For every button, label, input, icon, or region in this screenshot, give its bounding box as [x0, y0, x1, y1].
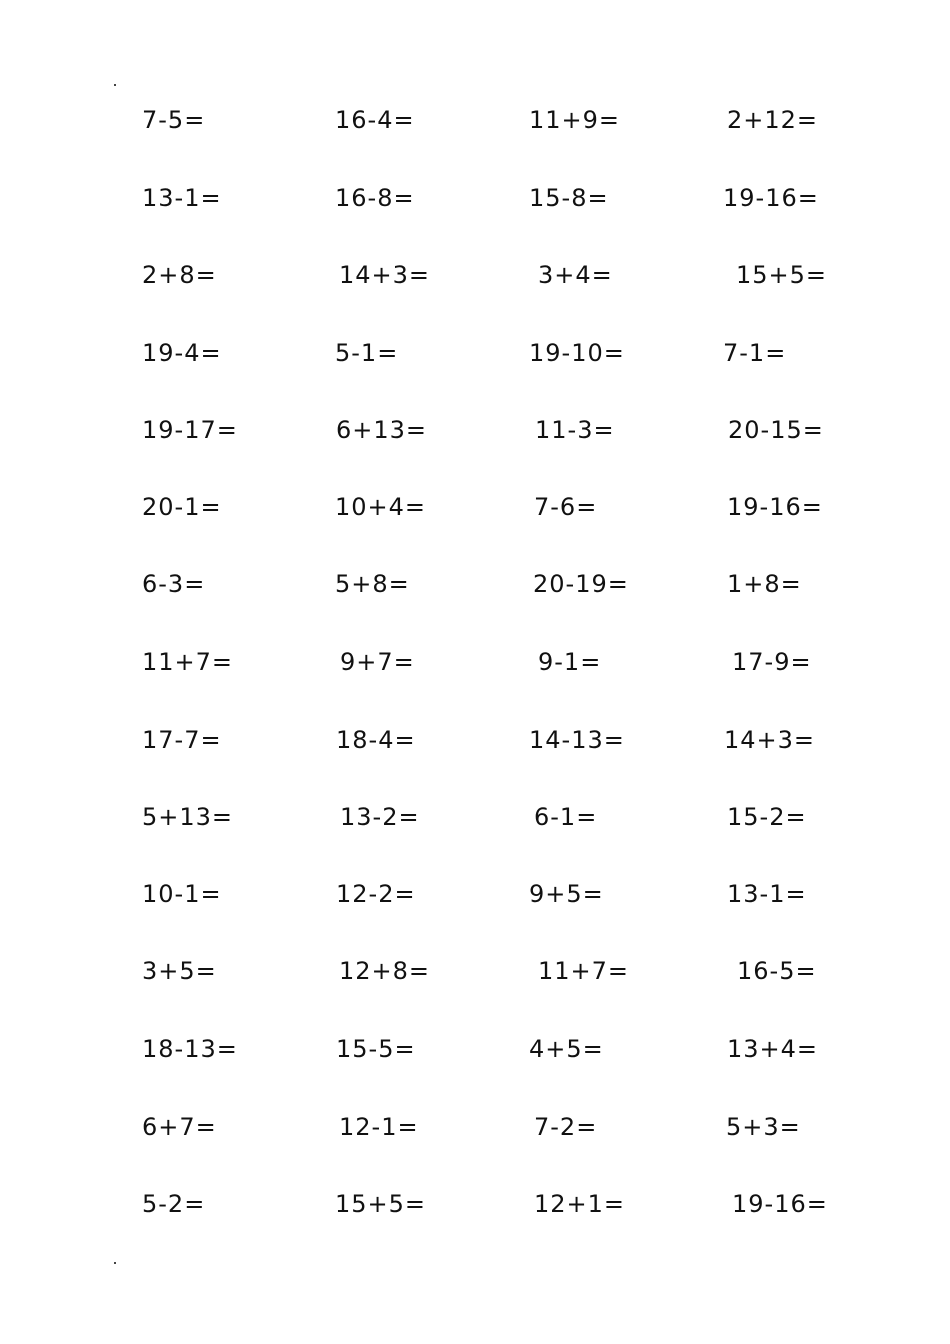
- math-problem: 13+4=: [727, 1035, 819, 1063]
- math-problem: 4+5=: [529, 1035, 604, 1063]
- math-problem: 3+5=: [142, 957, 217, 985]
- math-problem: 19-17=: [142, 416, 238, 444]
- problem-row: [0, 178, 950, 218]
- math-problem: 6-3=: [142, 570, 206, 598]
- math-problem: 15+5=: [736, 261, 828, 289]
- math-problem: 13-1=: [727, 880, 807, 908]
- math-problem: 16-5=: [737, 957, 817, 985]
- math-problem: 15-2=: [727, 803, 807, 831]
- math-problem: 13-2=: [340, 803, 420, 831]
- math-problem: 7-5=: [142, 106, 206, 134]
- math-problem: 12-2=: [336, 880, 416, 908]
- math-problem: 19-4=: [142, 339, 222, 367]
- math-problem: 14-13=: [529, 726, 625, 754]
- math-problem: 19-16=: [727, 493, 823, 521]
- math-problem: 6+13=: [336, 416, 428, 444]
- math-problem: 3+4=: [538, 261, 613, 289]
- math-problem: 13-1=: [142, 184, 222, 212]
- problem-row: [0, 951, 950, 991]
- math-problem: 15+5=: [335, 1190, 427, 1218]
- math-problem: 19-10=: [529, 339, 625, 367]
- math-problem: 16-8=: [335, 184, 415, 212]
- math-problem: 20-15=: [728, 416, 824, 444]
- math-problem: 11+7=: [142, 648, 234, 676]
- math-problem: 12+1=: [534, 1190, 626, 1218]
- math-problem: 7-1=: [723, 339, 787, 367]
- problem-row: [0, 1107, 950, 1147]
- math-problem: 2+12=: [727, 106, 819, 134]
- problem-row: [0, 1029, 950, 1069]
- corner-mark-top: [114, 84, 116, 86]
- math-problem: 11+7=: [538, 957, 630, 985]
- math-problem: 19-16=: [723, 184, 819, 212]
- math-problem: 12+8=: [339, 957, 431, 985]
- math-problem: 6-1=: [534, 803, 598, 831]
- math-problem: 10-1=: [142, 880, 222, 908]
- math-problem: 19-16=: [732, 1190, 828, 1218]
- math-problem: 1+8=: [727, 570, 802, 598]
- math-problem: 15-8=: [529, 184, 609, 212]
- math-problem: 17-9=: [732, 648, 812, 676]
- problem-row: [0, 487, 950, 527]
- problem-row: [0, 410, 950, 450]
- math-problem: 11-3=: [535, 416, 615, 444]
- math-problem: 7-2=: [534, 1113, 598, 1141]
- math-problem: 7-6=: [534, 493, 598, 521]
- math-problem: 9+7=: [340, 648, 415, 676]
- problem-row: [0, 333, 950, 373]
- math-problem: 16-4=: [335, 106, 415, 134]
- problem-row: [0, 797, 950, 837]
- math-problem: 9+5=: [529, 880, 604, 908]
- math-problem: 18-4=: [336, 726, 416, 754]
- math-problem: 12-1=: [339, 1113, 419, 1141]
- math-problem: 18-13=: [142, 1035, 238, 1063]
- math-problem: 15-5=: [336, 1035, 416, 1063]
- math-problem: 20-19=: [533, 570, 629, 598]
- problem-row: [0, 255, 950, 295]
- math-problem: 2+8=: [142, 261, 217, 289]
- math-problem: 5-2=: [142, 1190, 206, 1218]
- problem-row: [0, 1184, 950, 1224]
- math-problem: 6+7=: [142, 1113, 217, 1141]
- math-problem: 10+4=: [335, 493, 427, 521]
- problem-row: [0, 874, 950, 914]
- math-problem: 11+9=: [529, 106, 621, 134]
- math-problem: 9-1=: [538, 648, 602, 676]
- math-problem: 5-1=: [335, 339, 399, 367]
- problem-row: [0, 564, 950, 604]
- math-problem: 5+8=: [335, 570, 410, 598]
- problem-row: [0, 720, 950, 760]
- math-problem: 5+3=: [726, 1113, 801, 1141]
- corner-mark-bottom: [114, 1262, 116, 1264]
- math-problem: 5+13=: [142, 803, 234, 831]
- math-problem: 14+3=: [339, 261, 431, 289]
- math-problem: 14+3=: [724, 726, 816, 754]
- math-problem: 17-7=: [142, 726, 222, 754]
- problem-row: [0, 100, 950, 140]
- problem-row: [0, 642, 950, 682]
- math-problem: 20-1=: [142, 493, 222, 521]
